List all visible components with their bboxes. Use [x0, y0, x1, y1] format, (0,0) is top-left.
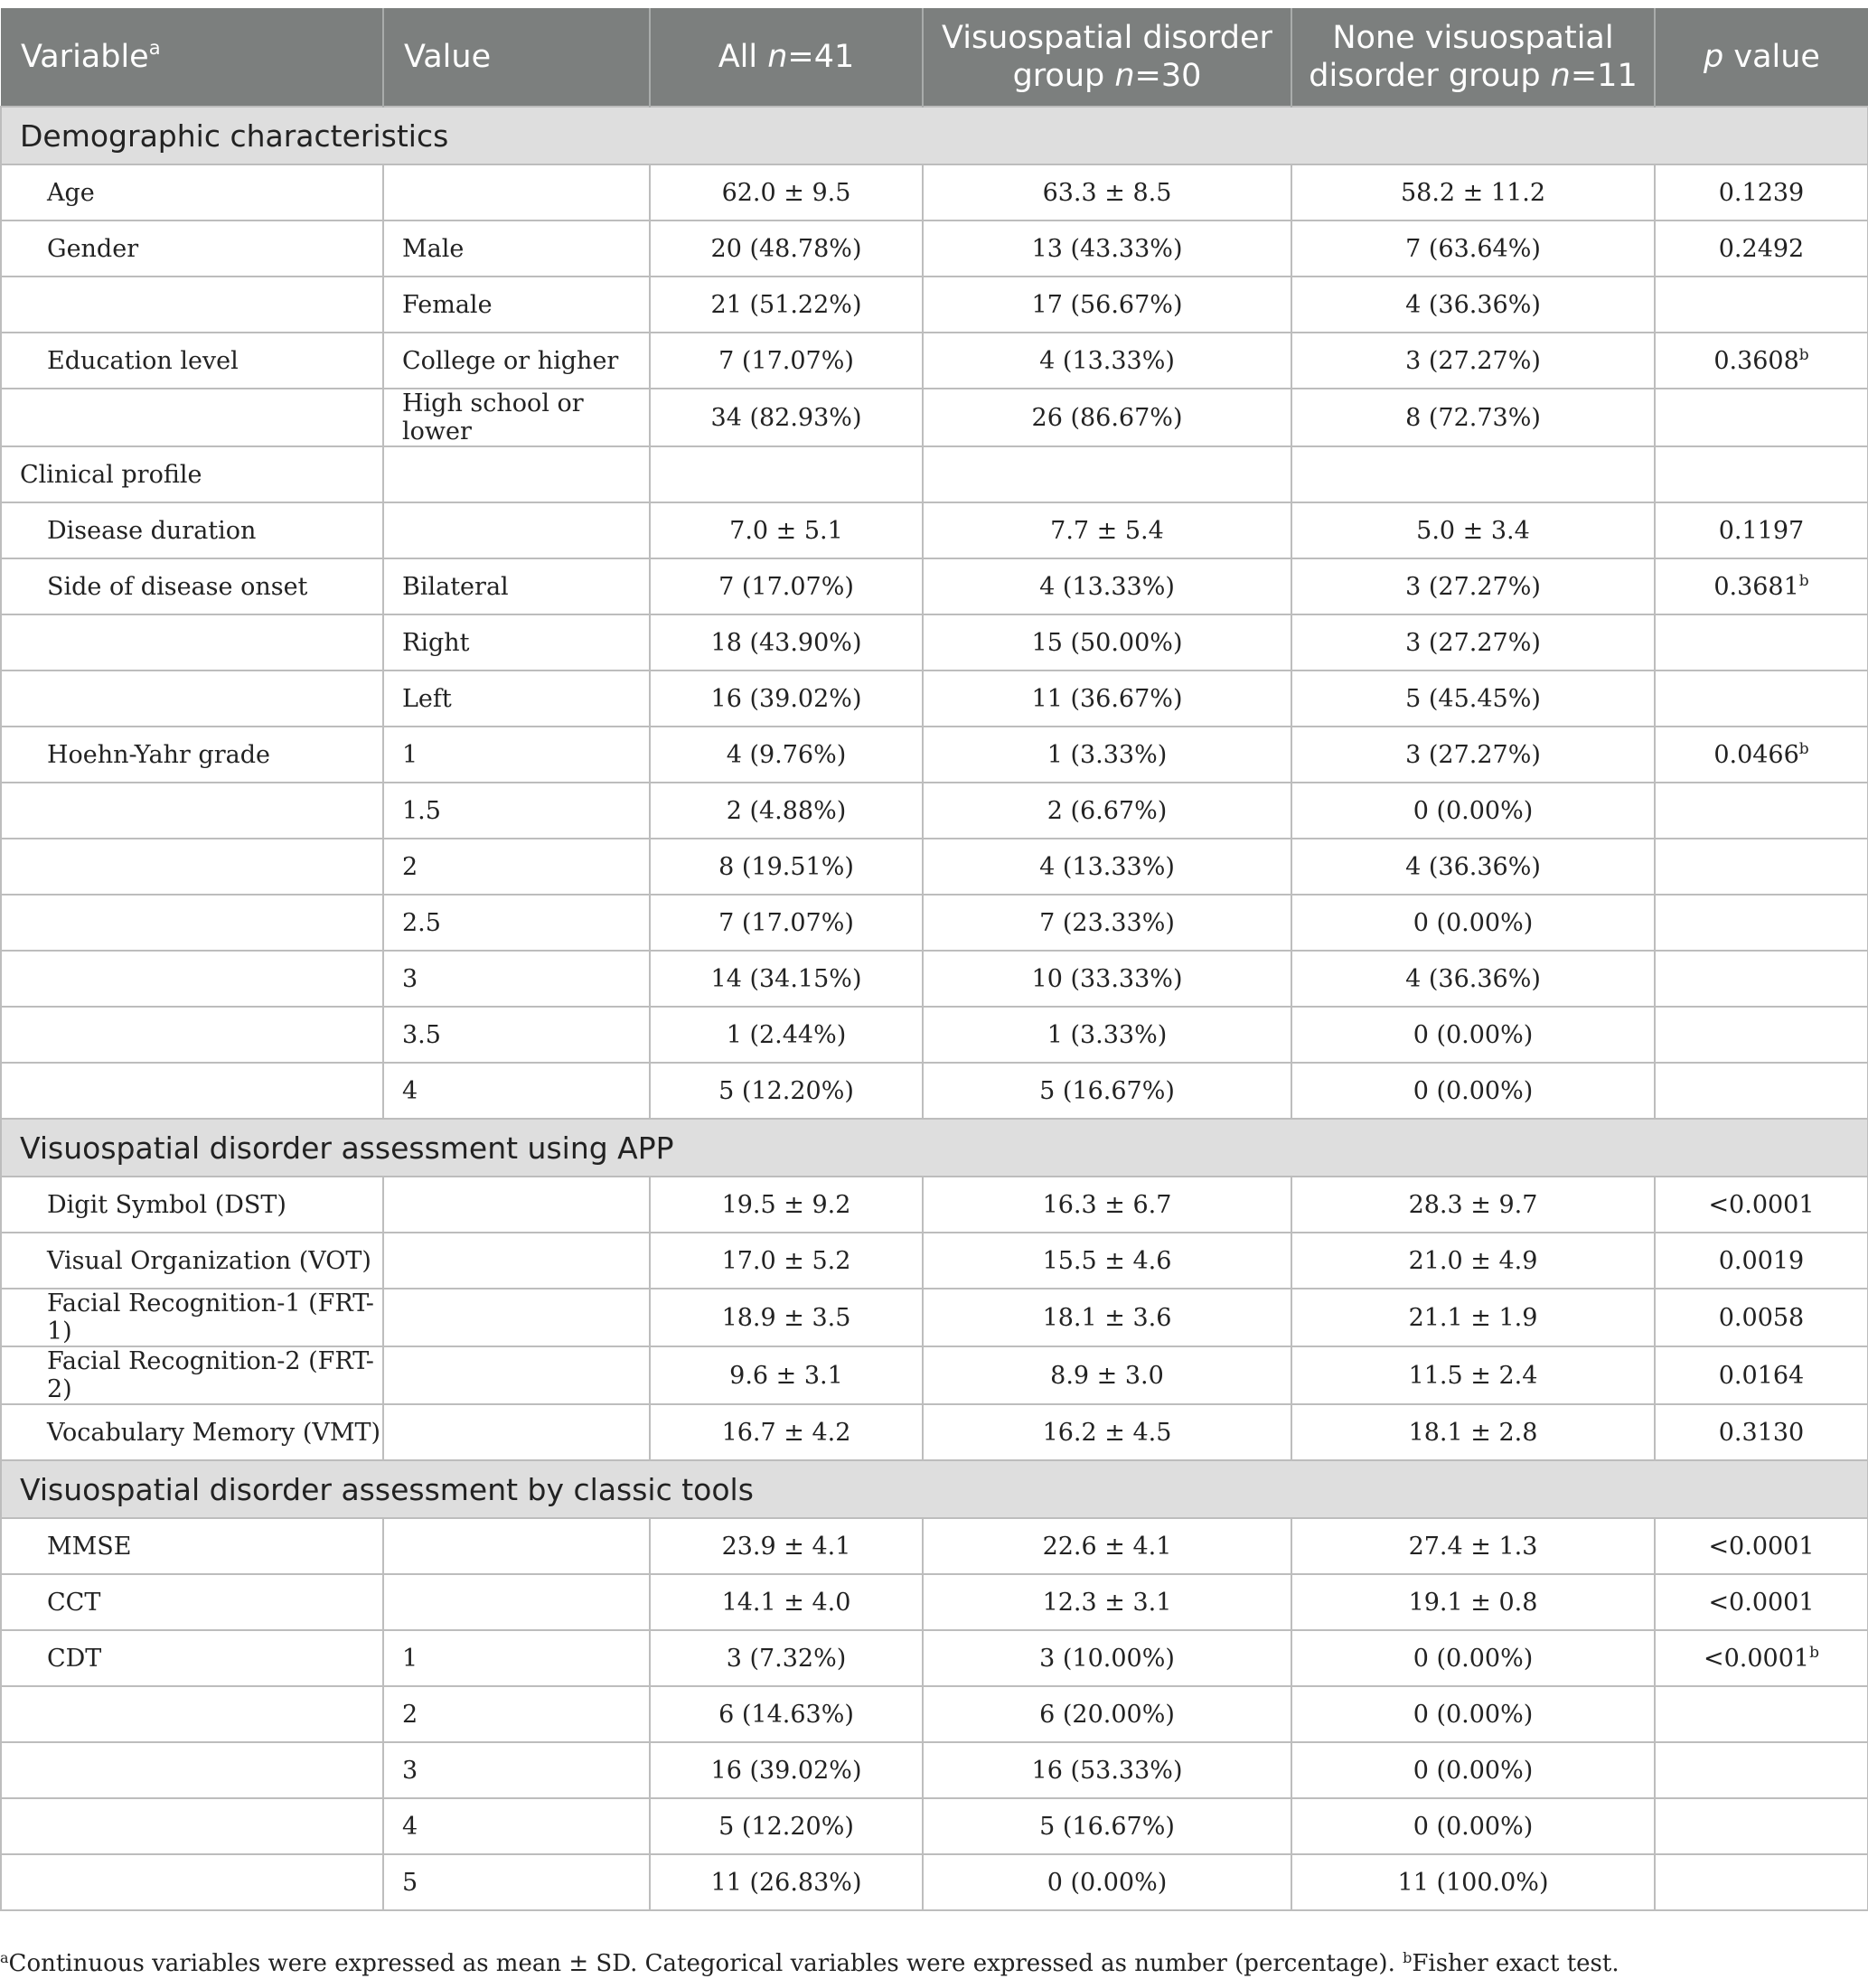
cell-variable	[1, 389, 383, 446]
cell-all: 14.1 ± 4.0	[650, 1574, 923, 1630]
cell-variable: Visual Organization (VOT)	[1, 1233, 383, 1289]
table-row	[1, 1289, 1868, 1346]
table-row	[1, 1063, 1868, 1119]
cell-all: 2 (4.88%)	[650, 783, 923, 839]
cell-all: 23.9 ± 4.1	[650, 1518, 923, 1574]
cell-variable	[1, 1686, 383, 1742]
header-visuospatial-group: Visuospatial disorder group n=30	[923, 8, 1291, 107]
cell-variable	[1, 277, 383, 333]
cell-p-value	[1655, 1854, 1868, 1910]
cell-variable	[1, 1854, 383, 1910]
cell-all: 6 (14.63%)	[650, 1686, 923, 1742]
table-row	[1, 1007, 1868, 1063]
cell-p-value	[1655, 783, 1868, 839]
cell-p-value: 0.1197	[1655, 502, 1868, 558]
cell-none-visuospatial-group: 11.5 ± 2.4	[1291, 1346, 1655, 1404]
table-row	[1, 558, 1868, 614]
cell-none-visuospatial-group: 0 (0.00%)	[1291, 1798, 1655, 1854]
header-all: All n=41	[650, 8, 923, 107]
section-title: Visuospatial disorder assessment by classic tools	[1, 1460, 1868, 1518]
cell-value	[383, 1404, 650, 1460]
cell-visuospatial-group: 5 (16.67%)	[923, 1063, 1291, 1119]
cell-visuospatial-group: 3 (10.00%)	[923, 1630, 1291, 1686]
cell-visuospatial-group: 8.9 ± 3.0	[923, 1346, 1291, 1404]
cell-p-value	[1655, 614, 1868, 670]
cell-all	[650, 446, 923, 502]
cell-variable	[1, 951, 383, 1007]
cell-p-value: 0.2492	[1655, 220, 1868, 277]
section-header-row	[1, 1119, 1868, 1177]
cell-none-visuospatial-group: 27.4 ± 1.3	[1291, 1518, 1655, 1574]
cell-p-value: <0.0001	[1655, 1177, 1868, 1233]
cell-value: 4	[383, 1063, 650, 1119]
cell-value: Bilateral	[383, 558, 650, 614]
cell-value: 2.5	[383, 895, 650, 951]
cell-all: 7 (17.07%)	[650, 333, 923, 389]
cell-value: 3	[383, 1742, 650, 1798]
cell-all: 16 (39.02%)	[650, 1742, 923, 1798]
cell-none-visuospatial-group: 19.1 ± 0.8	[1291, 1574, 1655, 1630]
cell-variable	[1, 895, 383, 951]
cell-variable: Disease duration	[1, 502, 383, 558]
cell-value	[383, 1233, 650, 1289]
cell-none-visuospatial-group: 0 (0.00%)	[1291, 1063, 1655, 1119]
header-none-visuospatial-group: None visuospatial disorder group n=11	[1291, 8, 1655, 107]
cell-p-value: <0.0001$^b$	[1655, 1630, 1868, 1686]
cell-visuospatial-group: 11 (36.67%)	[923, 670, 1291, 727]
table-row	[1, 446, 1868, 502]
cell-none-visuospatial-group: 3 (27.27%)	[1291, 614, 1655, 670]
table-row	[1, 1854, 1868, 1910]
table-container	[0, 8, 1868, 1911]
cell-none-visuospatial-group: 4 (36.36%)	[1291, 277, 1655, 333]
cell-variable: Age	[1, 164, 383, 220]
header-variable-footnote-mark: a	[148, 37, 161, 59]
section-header-row	[1, 107, 1868, 164]
cell-variable	[1, 839, 383, 895]
cell-variable	[1, 783, 383, 839]
cell-p-value: 0.3130	[1655, 1404, 1868, 1460]
cell-none-visuospatial-group: 0 (0.00%)	[1291, 1742, 1655, 1798]
cell-all: 19.5 ± 9.2	[650, 1177, 923, 1233]
cell-value	[383, 1177, 650, 1233]
cell-visuospatial-group: 16 (53.33%)	[923, 1742, 1291, 1798]
cell-visuospatial-group: 7.7 ± 5.4	[923, 502, 1291, 558]
cell-p-value	[1655, 1063, 1868, 1119]
cell-visuospatial-group: 5 (16.67%)	[923, 1798, 1291, 1854]
fisher-test-footnote-mark: b	[1809, 1643, 1819, 1662]
cell-p-value	[1655, 1742, 1868, 1798]
cell-variable: Facial Recognition-2 (FRT-2)	[1, 1346, 383, 1404]
cell-none-visuospatial-group: 4 (36.36%)	[1291, 951, 1655, 1007]
cell-variable: Vocabulary Memory (VMT)	[1, 1404, 383, 1460]
cell-p-value	[1655, 389, 1868, 446]
cell-none-visuospatial-group: 11 (100.0%)	[1291, 1854, 1655, 1910]
cell-p-value: 0.0019	[1655, 1233, 1868, 1289]
cell-value	[383, 1346, 650, 1404]
cell-all: 7.0 ± 5.1	[650, 502, 923, 558]
cell-value	[383, 1518, 650, 1574]
table-row	[1, 1518, 1868, 1574]
table-row	[1, 839, 1868, 895]
cell-value	[383, 1289, 650, 1346]
cell-none-visuospatial-group: 0 (0.00%)	[1291, 1630, 1655, 1686]
cell-none-visuospatial-group: 28.3 ± 9.7	[1291, 1177, 1655, 1233]
cell-all: 7 (17.07%)	[650, 558, 923, 614]
cell-none-visuospatial-group: 18.1 ± 2.8	[1291, 1404, 1655, 1460]
cell-visuospatial-group: 15 (50.00%)	[923, 614, 1291, 670]
cell-visuospatial-group: 22.6 ± 4.1	[923, 1518, 1291, 1574]
cell-value: 2	[383, 839, 650, 895]
cell-visuospatial-group: 4 (13.33%)	[923, 839, 1291, 895]
cell-none-visuospatial-group: 0 (0.00%)	[1291, 1007, 1655, 1063]
cell-p-value	[1655, 277, 1868, 333]
cell-variable	[1, 614, 383, 670]
cell-p-value	[1655, 951, 1868, 1007]
cell-variable: Digit Symbol (DST)	[1, 1177, 383, 1233]
cell-visuospatial-group: 16.2 ± 4.5	[923, 1404, 1291, 1460]
cell-variable	[1, 1007, 383, 1063]
cell-variable: MMSE	[1, 1518, 383, 1574]
header-value: Value	[383, 8, 650, 107]
cell-visuospatial-group: 63.3 ± 8.5	[923, 164, 1291, 220]
cell-visuospatial-group: 1 (3.33%)	[923, 727, 1291, 783]
table-row	[1, 895, 1868, 951]
cell-value: 1.5	[383, 783, 650, 839]
cell-p-value: 0.0466$^b$	[1655, 727, 1868, 783]
cell-value	[383, 446, 650, 502]
cell-value: College or higher	[383, 333, 650, 389]
cell-all: 16 (39.02%)	[650, 670, 923, 727]
cell-all: 62.0 ± 9.5	[650, 164, 923, 220]
cell-value: 1	[383, 1630, 650, 1686]
cell-none-visuospatial-group	[1291, 446, 1655, 502]
cell-none-visuospatial-group: 21.0 ± 4.9	[1291, 1233, 1655, 1289]
cell-variable: Education level	[1, 333, 383, 389]
table-body	[1, 107, 1868, 1910]
cell-all: 1 (2.44%)	[650, 1007, 923, 1063]
table-row	[1, 727, 1868, 783]
cell-visuospatial-group: 4 (13.33%)	[923, 333, 1291, 389]
cell-value: 4	[383, 1798, 650, 1854]
table-row	[1, 1233, 1868, 1289]
cell-value: High school or lower	[383, 389, 650, 446]
cell-visuospatial-group: 13 (43.33%)	[923, 220, 1291, 277]
cell-variable	[1, 1063, 383, 1119]
cell-visuospatial-group: 7 (23.33%)	[923, 895, 1291, 951]
cell-all: 11 (26.83%)	[650, 1854, 923, 1910]
cell-none-visuospatial-group: 5 (45.45%)	[1291, 670, 1655, 727]
cell-value: Female	[383, 277, 650, 333]
cell-visuospatial-group: 0 (0.00%)	[923, 1854, 1291, 1910]
cell-p-value	[1655, 1686, 1868, 1742]
table-row	[1, 670, 1868, 727]
cell-visuospatial-group: 18.1 ± 3.6	[923, 1289, 1291, 1346]
cell-visuospatial-group: 16.3 ± 6.7	[923, 1177, 1291, 1233]
cell-visuospatial-group: 17 (56.67%)	[923, 277, 1291, 333]
cell-visuospatial-group	[923, 446, 1291, 502]
data-table	[0, 8, 1868, 1911]
cell-variable: CCT	[1, 1574, 383, 1630]
cell-none-visuospatial-group: 5.0 ± 3.4	[1291, 502, 1655, 558]
cell-none-visuospatial-group: 3 (27.27%)	[1291, 558, 1655, 614]
cell-variable	[1, 670, 383, 727]
cell-variable	[1, 1798, 383, 1854]
cell-visuospatial-group: 10 (33.33%)	[923, 951, 1291, 1007]
table-row	[1, 164, 1868, 220]
table-row	[1, 389, 1868, 446]
cell-none-visuospatial-group: 0 (0.00%)	[1291, 783, 1655, 839]
cell-variable: CDT	[1, 1630, 383, 1686]
cell-none-visuospatial-group: 4 (36.36%)	[1291, 839, 1655, 895]
cell-all: 18.9 ± 3.5	[650, 1289, 923, 1346]
table-row	[1, 220, 1868, 277]
cell-all: 9.6 ± 3.1	[650, 1346, 923, 1404]
table-row	[1, 1630, 1868, 1686]
cell-p-value	[1655, 1007, 1868, 1063]
cell-variable: Clinical profile	[1, 446, 383, 502]
cell-p-value	[1655, 839, 1868, 895]
cell-all: 8 (19.51%)	[650, 839, 923, 895]
cell-all: 5 (12.20%)	[650, 1798, 923, 1854]
cell-visuospatial-group: 6 (20.00%)	[923, 1686, 1291, 1742]
table-row	[1, 1404, 1868, 1460]
cell-p-value: 0.1239	[1655, 164, 1868, 220]
table-row	[1, 333, 1868, 389]
cell-p-value: 0.0058	[1655, 1289, 1868, 1346]
fisher-test-footnote-mark: b	[1798, 571, 1809, 590]
cell-all: 3 (7.32%)	[650, 1630, 923, 1686]
cell-all: 18 (43.90%)	[650, 614, 923, 670]
cell-none-visuospatial-group: 3 (27.27%)	[1291, 333, 1655, 389]
cell-all: 7 (17.07%)	[650, 895, 923, 951]
cell-visuospatial-group: 15.5 ± 4.6	[923, 1233, 1291, 1289]
section-title: Visuospatial disorder assessment using APP	[1, 1119, 1868, 1177]
cell-visuospatial-group: 1 (3.33%)	[923, 1007, 1291, 1063]
cell-all: 16.7 ± 4.2	[650, 1404, 923, 1460]
cell-variable	[1, 1742, 383, 1798]
cell-value	[383, 164, 650, 220]
cell-p-value: <0.0001	[1655, 1574, 1868, 1630]
cell-visuospatial-group: 4 (13.33%)	[923, 558, 1291, 614]
cell-all: 34 (82.93%)	[650, 389, 923, 446]
cell-all: 21 (51.22%)	[650, 277, 923, 333]
cell-p-value	[1655, 446, 1868, 502]
table-header	[1, 8, 1868, 107]
cell-value: Male	[383, 220, 650, 277]
cell-value: Right	[383, 614, 650, 670]
cell-none-visuospatial-group: 58.2 ± 11.2	[1291, 164, 1655, 220]
header-p-value: p value	[1655, 8, 1868, 107]
cell-p-value: 0.3608$^b$	[1655, 333, 1868, 389]
cell-p-value	[1655, 895, 1868, 951]
cell-p-value	[1655, 1798, 1868, 1854]
cell-visuospatial-group: 2 (6.67%)	[923, 783, 1291, 839]
table-row	[1, 1686, 1868, 1742]
cell-value: Left	[383, 670, 650, 727]
cell-all: 5 (12.20%)	[650, 1063, 923, 1119]
cell-value: 3	[383, 951, 650, 1007]
table-row	[1, 1742, 1868, 1798]
cell-variable: Gender	[1, 220, 383, 277]
cell-variable: Hoehn-Yahr grade	[1, 727, 383, 783]
cell-value: 2	[383, 1686, 650, 1742]
cell-none-visuospatial-group: 0 (0.00%)	[1291, 895, 1655, 951]
cell-visuospatial-group: 12.3 ± 3.1	[923, 1574, 1291, 1630]
table-row	[1, 1798, 1868, 1854]
cell-p-value: 0.3681$^b$	[1655, 558, 1868, 614]
cell-none-visuospatial-group: 8 (72.73%)	[1291, 389, 1655, 446]
fisher-test-footnote-mark: b	[1798, 345, 1809, 364]
table-row	[1, 783, 1868, 839]
cell-all: 17.0 ± 5.2	[650, 1233, 923, 1289]
section-title: Demographic characteristics	[1, 107, 1868, 164]
cell-none-visuospatial-group: 21.1 ± 1.9	[1291, 1289, 1655, 1346]
table-row	[1, 614, 1868, 670]
table-row	[1, 277, 1868, 333]
cell-p-value: <0.0001	[1655, 1518, 1868, 1574]
cell-none-visuospatial-group: 3 (27.27%)	[1291, 727, 1655, 783]
table-row	[1, 502, 1868, 558]
cell-value: 3.5	[383, 1007, 650, 1063]
table-row	[1, 1177, 1868, 1233]
cell-none-visuospatial-group: 7 (63.64%)	[1291, 220, 1655, 277]
section-header-row	[1, 1460, 1868, 1518]
cell-visuospatial-group: 26 (86.67%)	[923, 389, 1291, 446]
cell-all: 4 (9.76%)	[650, 727, 923, 783]
fisher-test-footnote-mark: b	[1798, 739, 1809, 758]
cell-variable: Facial Recognition-1 (FRT-1)	[1, 1289, 383, 1346]
table-row	[1, 951, 1868, 1007]
cell-variable: Side of disease onset	[1, 558, 383, 614]
cell-value: 5	[383, 1854, 650, 1910]
table-row	[1, 1346, 1868, 1404]
cell-p-value: 0.0164	[1655, 1346, 1868, 1404]
header-variable: Variable$^a$	[1, 8, 383, 107]
cell-value: 1	[383, 727, 650, 783]
cell-all: 14 (34.15%)	[650, 951, 923, 1007]
cell-all: 20 (48.78%)	[650, 220, 923, 277]
cell-value	[383, 1574, 650, 1630]
cell-p-value	[1655, 670, 1868, 727]
table-row	[1, 1574, 1868, 1630]
table-footnote: $^a$Continuous variables were expressed as mean ± SD. Categorical variables were expressed as number (percentage). $^b$Fisher exact test.	[0, 1949, 1619, 1977]
header-row	[1, 8, 1868, 107]
cell-none-visuospatial-group: 0 (0.00%)	[1291, 1686, 1655, 1742]
cell-value	[383, 502, 650, 558]
